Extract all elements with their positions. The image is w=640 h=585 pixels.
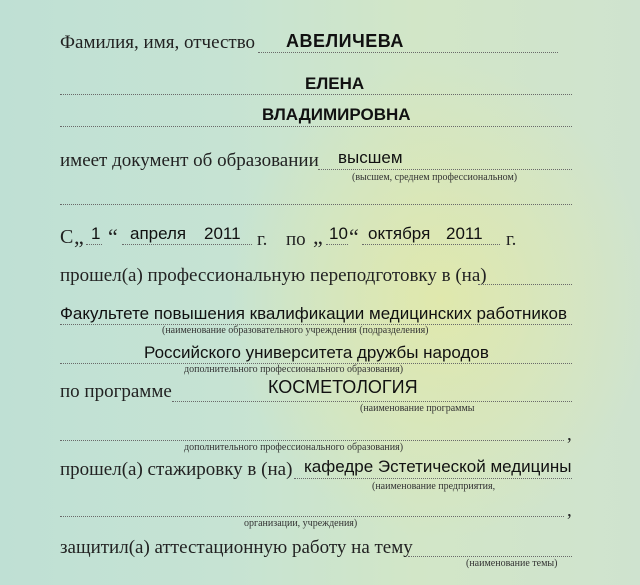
- education-dotted-line: [318, 169, 572, 170]
- start-year-suffix: г.: [257, 229, 268, 250]
- internship-label: прошел(а) стажировку в (на): [60, 459, 293, 480]
- patronymic-dotted-line: [60, 126, 572, 127]
- end-year: 2011: [446, 224, 483, 243]
- first-name-dotted-line: [60, 94, 572, 95]
- period-prefix: С: [60, 226, 74, 248]
- program-comma: ,: [567, 424, 572, 445]
- fio-label: Фамилия, имя, отчество: [60, 32, 256, 53]
- thesis-label: защитил(а) аттестационную работу на тему: [60, 537, 413, 558]
- organization-hint: организации, учреждения): [244, 518, 358, 529]
- internship-value: кафедре Эстетической медицины: [304, 457, 572, 476]
- surname-value: АВЕЛИЧЕВА: [286, 31, 404, 51]
- program-label: по программе: [60, 381, 172, 402]
- program-dotted-line: [172, 401, 572, 402]
- organization-dotted-line: [60, 516, 564, 517]
- institution-hint: (наименование образовательного учреждения (подразделения): [162, 325, 429, 336]
- program-value: КОСМЕТОЛОГИЯ: [268, 377, 418, 397]
- program-hint: (наименование программы: [360, 403, 475, 414]
- thesis-dotted-line: [408, 556, 572, 557]
- internship-hint: (наименование предприятия,: [372, 481, 496, 492]
- end-day-dots: [326, 244, 348, 245]
- start-month: апреля: [130, 224, 187, 243]
- institution-line2: Российского университета дружбы народов: [144, 343, 489, 362]
- institution-line1: Факультете повышения квалификации медицинских работников: [60, 304, 567, 323]
- education-hint: (высшем, среднем профессиональном): [352, 172, 518, 183]
- internship-dotted-line: [294, 478, 572, 479]
- fio-dotted-line: [258, 52, 558, 53]
- start-close-quote: “: [108, 224, 118, 249]
- period-to-label: по: [286, 229, 306, 250]
- retraining-dotted-line: [478, 284, 572, 285]
- start-date-dots: [122, 244, 252, 245]
- end-date-dots: [362, 244, 500, 245]
- blank-dotted-line-1: [60, 204, 572, 205]
- retraining-label: прошел(а) профессиональную переподготовку в (на): [60, 265, 487, 286]
- end-day: 10: [329, 224, 348, 243]
- start-day-dots: [86, 244, 102, 245]
- start-year: 2011: [204, 224, 241, 243]
- end-month: октября: [368, 224, 431, 243]
- end-open-quote: „: [313, 224, 323, 249]
- start-day: 1: [91, 224, 101, 243]
- start-open-quote: „: [74, 224, 84, 249]
- end-close-quote: “: [349, 224, 359, 249]
- institution-hint2: дополнительного профессионального образования): [184, 364, 404, 375]
- education-value: высшем: [338, 148, 403, 167]
- thesis-hint: (наименование темы): [466, 558, 558, 569]
- end-year-suffix: г.: [506, 229, 517, 250]
- organization-comma: ,: [567, 500, 572, 521]
- education-label: имеет документ об образовании: [60, 150, 319, 171]
- patronymic-value: ВЛАДИМИРОВНА: [262, 105, 411, 124]
- first-name-value: ЕЛЕНА: [305, 74, 365, 93]
- program-dotted-line-2: [60, 440, 564, 441]
- program-hint2: дополнительного профессионального образования): [184, 442, 404, 453]
